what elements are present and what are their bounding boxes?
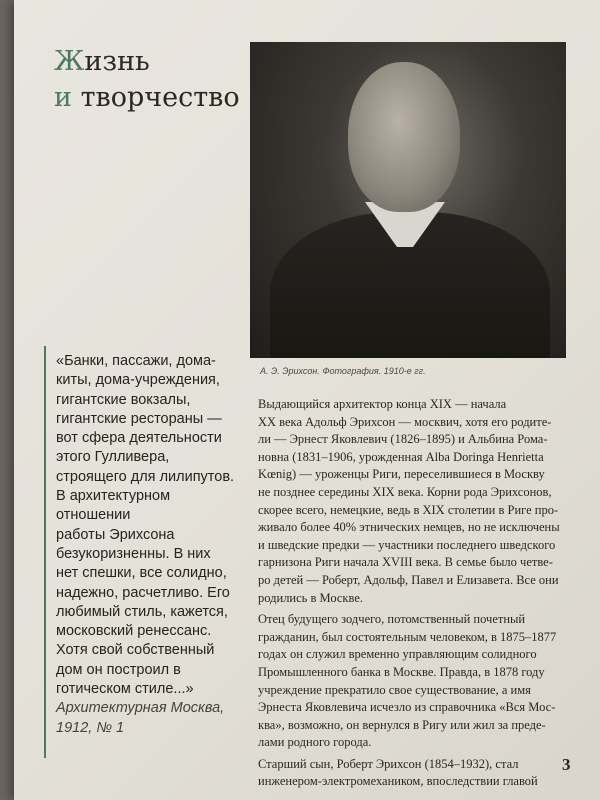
body-line: Эрнеста Яковлевича исчезло из справочника «Вся Мос-: [258, 700, 556, 715]
body-line: ро детей — Роберт, Адольф, Павел и Елизавета. Все они: [258, 572, 559, 587]
body-line: скорее всего, немецкие, ведь в XIX столетии в Риге про-: [258, 502, 559, 517]
body-line: Отец будущего зодчего, потомственный почетный: [258, 612, 526, 627]
body-line: ли — Эрнест Яковлевич (1826–1895) и Альбина Рома-: [258, 432, 548, 447]
body-line: гражданин, был состоятельным человеком, в 1875–1877: [258, 629, 557, 644]
body-line: и шведские предки — участники последнего шведского: [258, 537, 556, 552]
title-line-2: и творчество: [54, 82, 240, 113]
quote-line: гигантские вокзалы,: [56, 391, 191, 408]
quote-line: нет спешки, все солидно,: [56, 565, 227, 582]
title-line-1: Жизнь: [54, 46, 150, 77]
body-line: новна (1831–1906, урожденная Alba Doringa Henrietta: [258, 449, 544, 464]
quote-line: этого Гулливера,: [56, 449, 170, 466]
quote-source-line: 1912, № 1: [56, 719, 125, 736]
quote-line: безукоризненны. В них: [56, 545, 211, 562]
body-text: [258, 396, 576, 791]
quote-line: Хотя свой собственный: [56, 642, 215, 659]
quote-line: готическом стиле...»: [56, 681, 194, 698]
quote-line: киты, дома-учреждения,: [56, 372, 220, 389]
body-line: лами родного города.: [258, 735, 372, 750]
body-line: гарнизона Риги начала XVIII века. В семье было четве-: [258, 555, 553, 570]
body-line: годах он служил временно управляющим солидного: [258, 647, 537, 662]
photo-caption: А. Э. Эрихсон. Фотография. 1910-е гг.: [260, 366, 426, 376]
quote-line: надежно, расчетливо. Его: [56, 584, 230, 601]
page-title: [54, 44, 254, 116]
quote-line: вот сфера деятельности: [56, 430, 222, 447]
quote-line: В архитектурном: [56, 488, 171, 505]
page-number: 3: [562, 755, 571, 774]
quote-line: работы Эрихсона: [56, 526, 175, 543]
body-line: Kœnig) — уроженцы Риги, переселившиеся в Москву: [258, 467, 545, 482]
body-line: не позднее середины XIX века. Корни рода Эрихсонов,: [258, 484, 552, 499]
quote-line: отношении: [56, 507, 131, 524]
body-line: родились в Москве.: [258, 590, 364, 605]
quote-line: дом он построил в: [56, 661, 181, 678]
quote-line: гигантские рестораны —: [56, 410, 222, 427]
title-line-1-rest: изнь: [84, 46, 150, 77]
body-line: ква», возможно, он вернулся в Ригу или жил за преде-: [258, 717, 546, 732]
quote-line: строящего для лилипутов.: [56, 468, 235, 485]
quote-line: «Банки, пассажи, дома-: [56, 353, 216, 369]
quote-line: любимый стиль, кажется,: [56, 603, 228, 620]
book-page: [14, 0, 600, 800]
body-line: инженером-электромехаником, впоследствии главой: [258, 774, 538, 789]
body-line: живало более 40% этнических немцев, но не исключены: [258, 520, 560, 535]
title-line-2-rest: творчество: [72, 82, 240, 113]
body-line: Старший сын, Роберт Эрихсон (1854–1932), стал: [258, 756, 519, 771]
quote-accent-bar: [44, 346, 46, 758]
quote-line: московский ренессанс.: [56, 623, 212, 640]
photo-head: [348, 62, 460, 212]
quote-source-line: Архитектурная Москва,: [56, 700, 225, 717]
body-line: учреждение прекратило свое существование, а имя: [258, 682, 531, 697]
sidebar-quote: [56, 352, 246, 738]
portrait-photo: [250, 42, 566, 358]
body-line: Выдающийся архитектор конца XIX — начала: [258, 397, 507, 411]
body-line: Промышленного банка в Москве. Правда, в 1878 году: [258, 664, 545, 679]
body-line: XX века Адольф Эрихсон — москвич, хотя его родите-: [258, 414, 552, 429]
